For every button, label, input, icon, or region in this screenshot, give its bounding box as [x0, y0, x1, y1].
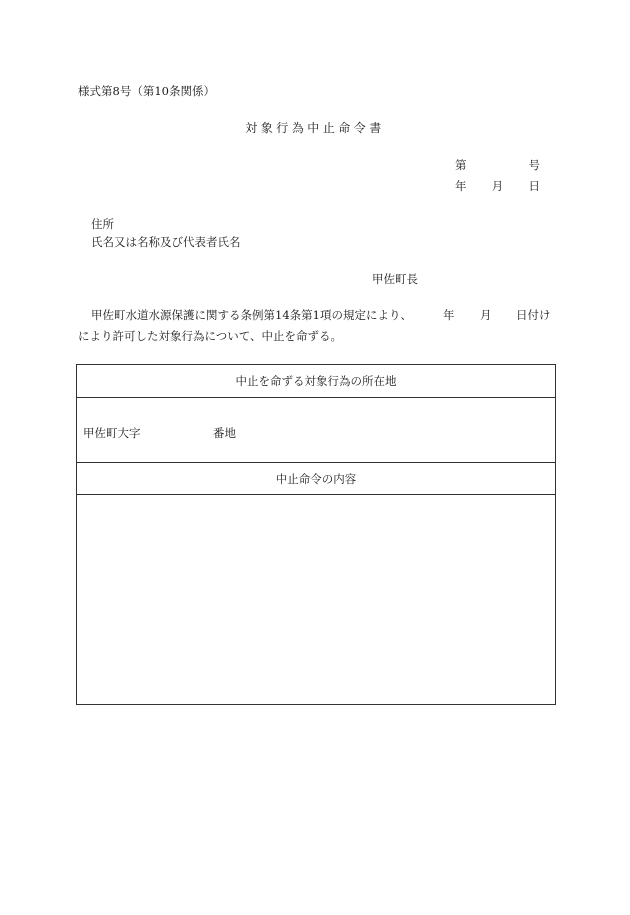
date-year-label: 年 [455, 179, 467, 193]
body-month-label: 月 [480, 308, 492, 322]
location-value-cell[interactable] [77, 398, 555, 463]
recipient-name-label: 氏名又は名称及び代表者氏名 [91, 235, 241, 249]
location-header-label: 中止を命ずる対象行為の所在地 [235, 374, 397, 388]
date-month-label: 月 [491, 179, 504, 193]
body-text-line2: により許可した対象行為について、中止を命ずる。 [78, 329, 343, 343]
location-header-cell [77, 365, 555, 398]
body-text-line1: 甲佐町水道水源保護に関する条例第14条第1項の規定により、 [91, 308, 412, 322]
body-year-label: 年 [443, 308, 455, 322]
body-day-label: 日付け [516, 308, 551, 322]
date-day-label: 日 [528, 179, 540, 193]
number-prefix: 第 [455, 158, 467, 172]
number-suffix: 号 [528, 158, 540, 172]
order-form-table [76, 364, 556, 705]
document-number-line [455, 160, 540, 172]
issuer-mayor: 甲佐町長 [372, 272, 418, 286]
form-number: 様式第8号（第10条関係） [78, 84, 215, 98]
recipient-address-label: 住所 [91, 217, 114, 231]
document-title: 対象行為中止命令書 [245, 121, 385, 135]
content-header-cell [77, 463, 555, 495]
town-aza-label: 甲佐町大字 [83, 426, 141, 440]
order-content-field[interactable] [77, 495, 555, 704]
banchi-label: 番地 [213, 426, 236, 440]
document-date-line [455, 181, 540, 193]
content-header-label: 中止命令の内容 [275, 471, 357, 486]
